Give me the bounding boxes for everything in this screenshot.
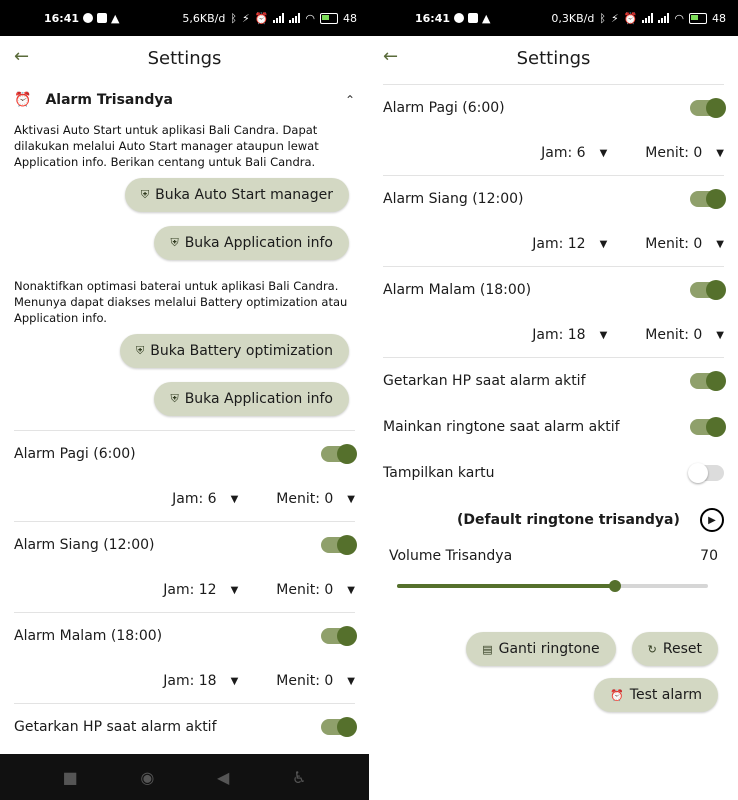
- alarm-clock-icon: ⏰: [14, 92, 32, 108]
- alarm-row-siang: [369, 176, 738, 222]
- alarm-row-siang: [0, 522, 369, 568]
- minute-dropdown[interactable]: [645, 327, 724, 343]
- alarm-label: Alarm Siang (12:00): [383, 191, 524, 207]
- minute-dropdown[interactable]: [276, 582, 355, 598]
- volume-row: [369, 538, 738, 574]
- ringtone-name: (Default ringtone trisandya): [457, 512, 680, 528]
- status-time: 16:41: [44, 11, 80, 25]
- open-autostart-button[interactable]: [125, 178, 349, 212]
- alarm-pagi-toggle[interactable]: [321, 446, 355, 462]
- alarm-label: Alarm Malam (18:00): [383, 282, 532, 298]
- open-appinfo-2-button[interactable]: [154, 382, 349, 416]
- alarm-label: Alarm Malam (18:00): [14, 628, 163, 644]
- minute-value: Menit: 0: [276, 582, 334, 598]
- change-ringtone-button[interactable]: [466, 632, 615, 666]
- battery-icon: [689, 13, 707, 24]
- vibrate-label: Getarkan HP saat alarm aktif: [383, 373, 586, 389]
- notification-icon: [83, 13, 93, 23]
- section-header[interactable]: [0, 84, 369, 116]
- time-selectors: [0, 568, 369, 612]
- minute-value: Menit: 0: [276, 673, 334, 689]
- dropdown-arrow-icon: ▼: [230, 675, 239, 687]
- button-label: Buka Application info: [184, 235, 333, 251]
- notification-icon: [454, 13, 464, 23]
- minute-dropdown[interactable]: [645, 236, 724, 252]
- signal-icon: [642, 13, 653, 23]
- minute-value: Menit: 0: [645, 236, 703, 252]
- alarm-label: Alarm Pagi (6:00): [383, 100, 505, 116]
- app-bar: [369, 36, 738, 80]
- page-title: Settings: [147, 47, 222, 69]
- time-selectors: [369, 131, 738, 175]
- hour-dropdown[interactable]: [172, 491, 238, 507]
- time-selectors: [0, 659, 369, 703]
- shield-icon: ⛨: [170, 236, 179, 249]
- ringtone-play-row: [369, 404, 738, 450]
- volume-label: Volume Trisandya: [389, 548, 513, 564]
- status-bar: [0, 0, 369, 36]
- back-arrow-icon[interactable]: ←: [383, 46, 399, 67]
- alarm-row-malam: [369, 267, 738, 313]
- vibrate-label: Getarkan HP saat alarm aktif: [14, 719, 217, 735]
- vibrate-row: [369, 358, 738, 404]
- network-speed: 0,3KB/d: [551, 11, 595, 25]
- minute-dropdown[interactable]: [276, 491, 355, 507]
- button-label: Buka Auto Start manager: [155, 187, 333, 203]
- minute-value: Menit: 0: [276, 491, 334, 507]
- vibrate-toggle[interactable]: [321, 719, 355, 735]
- minute-dropdown[interactable]: [276, 673, 355, 689]
- hour-value: Jam: 18: [163, 673, 217, 689]
- alarm-status-icon: ⏰: [254, 11, 269, 25]
- alarm-clock-icon: ⏰: [610, 688, 624, 702]
- dropdown-arrow-icon: ▼: [716, 329, 724, 341]
- hour-dropdown[interactable]: [163, 582, 238, 598]
- open-battery-optimization-button[interactable]: [120, 334, 349, 368]
- app-notification-icon: [468, 13, 478, 23]
- refresh-icon: ↻: [647, 642, 657, 656]
- minute-value: Menit: 0: [645, 145, 703, 161]
- ringtone-play-toggle[interactable]: [690, 419, 724, 435]
- status-time: 16:41: [415, 11, 451, 25]
- button-label: Buka Battery optimization: [150, 343, 333, 359]
- system-nav-bar: [0, 754, 369, 800]
- ringtone-play-label: Mainkan ringtone saat alarm aktif: [383, 419, 620, 435]
- hour-dropdown[interactable]: [532, 327, 607, 343]
- ringtone-actions: [369, 632, 738, 666]
- show-card-label: Tampilkan kartu: [383, 465, 495, 481]
- button-label: Test alarm: [629, 687, 702, 703]
- chevron-up-icon[interactable]: ⌃: [344, 93, 355, 107]
- right-screen: [369, 0, 738, 800]
- alarm-row-pagi: [369, 85, 738, 131]
- status-bar: [369, 0, 738, 36]
- minute-dropdown[interactable]: [645, 145, 724, 161]
- alarm-status-icon: ⏰: [623, 11, 638, 25]
- vibrate-row: [0, 704, 369, 750]
- home-icon[interactable]: ◉: [140, 767, 155, 787]
- volume-value: 70: [700, 548, 718, 564]
- button-label: Ganti ringtone: [498, 641, 600, 657]
- alarm-siang-toggle[interactable]: [321, 537, 355, 553]
- minute-value: Menit: 0: [645, 327, 703, 343]
- bell-icon: ▲: [482, 11, 491, 25]
- hour-value: Jam: 12: [532, 236, 586, 252]
- wifi-icon: ◠: [305, 11, 315, 25]
- time-selectors: [369, 222, 738, 266]
- dropdown-arrow-icon: ▼: [599, 238, 608, 250]
- music-file-icon: ▤: [482, 642, 493, 656]
- vibrate-toggle[interactable]: [690, 373, 724, 389]
- test-actions: [369, 678, 738, 712]
- alarm-pagi-toggle[interactable]: [690, 100, 724, 116]
- app-bar: [0, 36, 369, 80]
- dropdown-arrow-icon: ▼: [716, 147, 724, 159]
- page-title: Settings: [516, 47, 591, 69]
- volume-slider[interactable]: [397, 584, 708, 588]
- back-arrow-icon[interactable]: ←: [14, 46, 30, 67]
- alarm-label: Alarm Siang (12:00): [14, 537, 155, 553]
- signal-2-icon: [658, 13, 669, 23]
- shield-icon: ⛨: [136, 344, 145, 357]
- recents-icon[interactable]: ■: [62, 767, 78, 787]
- wifi-icon: ◠: [674, 11, 684, 25]
- battery-level: 48: [712, 11, 726, 25]
- show-card-row: [369, 450, 738, 496]
- alarm-row-malam: [0, 613, 369, 659]
- dropdown-arrow-icon: ▼: [599, 329, 608, 341]
- hour-value: Jam: 12: [163, 582, 217, 598]
- alarm-malam-toggle[interactable]: [690, 282, 724, 298]
- alarm-row-pagi: [0, 431, 369, 477]
- hour-value: Jam: 6: [172, 491, 217, 507]
- hour-value: Jam: 6: [541, 145, 586, 161]
- hour-dropdown[interactable]: [163, 673, 238, 689]
- hour-value: Jam: 18: [532, 327, 586, 343]
- autostart-description: Aktivasi Auto Start untuk aplikasi Bali Candra. Dapat dilakukan melalui Auto Start manager ataupun lewat Application info. Berikan centang untuk Bali Candra.: [14, 123, 319, 169]
- bell-icon: ▲: [111, 11, 120, 25]
- button-label: Buka Application info: [184, 391, 333, 407]
- volume-slider-thumb[interactable]: [609, 580, 621, 592]
- back-icon[interactable]: ◀: [217, 767, 230, 787]
- hour-dropdown[interactable]: [541, 145, 607, 161]
- section-title: Alarm Trisandya: [45, 92, 173, 108]
- battery-description: Nonaktifkan optimasi baterai untuk aplikasi Bali Candra. Menunya dapat diakses melalui Battery optimization atau Application info.: [14, 279, 348, 325]
- signal-2-icon: [289, 13, 300, 23]
- shield-icon: ⛨: [170, 392, 179, 405]
- dropdown-arrow-icon: ▼: [347, 675, 355, 687]
- dropdown-arrow-icon: ▼: [347, 493, 355, 505]
- reset-button[interactable]: [632, 632, 718, 666]
- volume-slider-fill: [397, 584, 615, 588]
- alarm-malam-toggle[interactable]: [321, 628, 355, 644]
- dropdown-arrow-icon: ▼: [230, 584, 239, 596]
- network-speed: 5,6KB/d: [182, 11, 226, 25]
- shield-icon: ⛨: [140, 188, 150, 201]
- dropdown-arrow-icon: ▼: [599, 147, 608, 159]
- bluetooth-icon: ᛒ: [599, 11, 606, 25]
- app-notification-icon: [97, 13, 107, 23]
- mute-icon: ⚡: [610, 11, 619, 25]
- hour-dropdown[interactable]: [532, 236, 607, 252]
- dropdown-arrow-icon: ▼: [716, 238, 724, 250]
- dropdown-arrow-icon: ▼: [347, 584, 355, 596]
- ringtone-row: [369, 502, 738, 538]
- alarm-siang-toggle[interactable]: [690, 191, 724, 207]
- open-appinfo-button[interactable]: [154, 226, 349, 260]
- show-card-toggle[interactable]: [690, 465, 724, 481]
- alarm-label: Alarm Pagi (6:00): [14, 446, 136, 462]
- battery-level: 48: [343, 11, 357, 25]
- time-selectors: [0, 477, 369, 521]
- accessibility-icon[interactable]: ♿: [291, 767, 307, 787]
- battery-icon: [320, 13, 338, 24]
- button-label: Reset: [662, 641, 702, 657]
- dropdown-arrow-icon: ▼: [230, 493, 239, 505]
- play-icon[interactable]: ▶: [700, 508, 724, 532]
- time-selectors: [369, 313, 738, 357]
- test-alarm-button[interactable]: [594, 678, 718, 712]
- bluetooth-icon: ᛒ: [230, 11, 237, 25]
- mute-icon: ⚡: [241, 11, 250, 25]
- signal-icon: [273, 13, 284, 23]
